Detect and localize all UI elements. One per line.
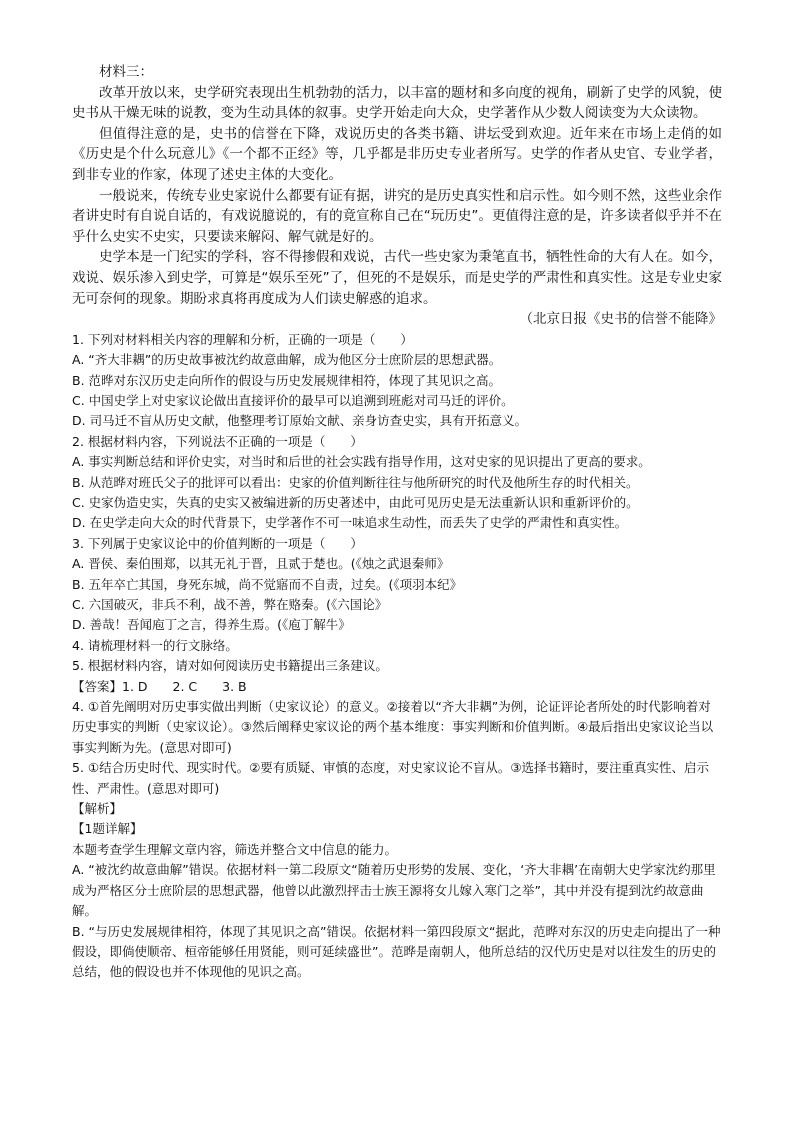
material-paragraph-2: 但值得注意的是，史书的信誉在下降，戏说历史的各类书籍、讲坛受到欢迎。近年来在市场上走俏的如《历史是个什么玩意儿》《一个都不正经》等，几乎都是非历史专业者所写。史学的作者从史官、专业学者，到非专业的作家，体现了述史主体的大变化。 bbox=[72, 125, 722, 183]
question-2-option-d: D. 在史学走向大众的时代背景下，史学著作不可一味追求生动性，而丢失了史学的严肃性和真实性。 bbox=[72, 515, 628, 531]
answer-4: 4. ①首先阐明对历史事实做出判断（史家议论）的意义。②接着以“齐大非耦”为例，论证评论者所处的时代影响着对历史事实的判断（史家议论）。③然后阐释史家议论的两个基本维度：事实判断和价值判断。④最后指出史家议论当以事实判断为先。(意思对即可) bbox=[72, 699, 714, 755]
question-2-option-a: A. 事实判断总结和评价史实，对当时和后世的社会实践有指导作用，这对史家的见识提出了更高的要求。 bbox=[72, 454, 651, 470]
question-3-option-a: A. 晋侯、秦伯围郑，以其无礼于晋，且贰于楚也。(《烛之武退秦师》 bbox=[72, 556, 450, 572]
material-label: 材料三： bbox=[99, 64, 153, 80]
material-source: （北京日报《史书的信誉不能降》 bbox=[519, 311, 722, 328]
question-1-option-d: D. 司马迁不盲从历史文献，他整理考订原始文献、亲身访查史实，具有开拓意义。 bbox=[72, 413, 528, 429]
analysis-option-b: B. “与历史发展规律相符，体现了其见识之高”错误。依据材料一第四段原文“据此，范晔对东汉的历史走向提出了一种假设，即倘使顺帝、桓帝能够任用贤能，则可延续盛世”。范晔是南朝人，他所总结的汉代历史是对以往发生的历史的总结，他的假设也并不体现他的见识之高。 bbox=[72, 923, 721, 980]
material-paragraph-4: 史学本是一门纪实的学科，容不得掺假和戏说，古代一些史家为秉笔直书，牺牲性命的大有人在。如今，戏说、娱乐渗入到史学，可算是“娱乐至死”了，但死的不是娱乐，而是史学的严肃性和真实性。这是专业史家无可奈何的现象。期盼求真将再度成为人们读史解惑的追求。 bbox=[72, 249, 722, 307]
answer-header: 【答案】1. D 2. C 3. B bbox=[72, 678, 247, 694]
material-paragraph-3: 一般说来，传统专业史家说什么都要有证有据，讲究的是历史真实性和启示性。如今则不然，这些业余作者讲史时有自说自话的，有戏说臆说的，有的竟宣称自己在“玩历史”。更值得注意的是，许多读者似乎并不在乎什么史实不史实，只要读来解闷、解气就是好的。 bbox=[72, 187, 722, 245]
question-1-option-a: A. “齐大非耦”的历史故事被沈约故意曲解，成为他区分士庶阶层的思想武器。 bbox=[72, 352, 502, 368]
question-3-option-c: C. 六国破灭，非兵不利，战不善，弊在赂秦。(《六国论》 bbox=[72, 597, 388, 612]
analysis-header: 【解析】 bbox=[72, 801, 123, 817]
question-2-option-b: B. 从范晔对班氏父子的批评可以看出：史家的价值判断往往与他所研究的时代及他所生存的时代相关。 bbox=[72, 474, 639, 490]
question-2-option-c: C. 史家伪造史实，失真的史实又被编进新的历史著述中，由此可见历史是无法重新认识和重新评价的。 bbox=[72, 494, 639, 510]
analysis-option-a: A. “被沈约故意曲解”错误。依据材料一第二段原文“随着历史形势的发展、变化，‘齐大非耦’在南朝大史学家沈约那里成为严格区分士庶阶层的思想武器，他曾以此激烈抨击士族王源将女儿嫁入寒门之举”，其中并没有提到沈约故意曲解。 bbox=[72, 862, 716, 919]
question-1-stem: 1. 下列对材料相关内容的理解和分析，正确的一项是（ ） bbox=[72, 331, 413, 347]
answer-5: 5. ①结合历史时代、现实时代。②要有质疑、审慎的态度，对史家议论不盲从。③选择书籍时，要注重真实性、启示性、严肃性。(意思对即可) bbox=[72, 760, 710, 796]
material-paragraph-1: 改革开放以来，史学研究表现出生机勃勃的活力，以丰富的题材和多向度的视角，刷新了史学的风貌，使史书从干燥无味的说教，变为生动具体的叙事。史学开始走向大众，史学著作从少数人阅读变为大众读物。 bbox=[72, 84, 722, 122]
question-3-stem: 3. 下列属于史家议论中的价值判断的一项是（ ） bbox=[72, 535, 363, 551]
analysis-intro: 本题考查学生理解文章内容，筛选并整合文中信息的能力。 bbox=[72, 841, 398, 857]
question-2-stem: 2. 根据材料内容，下列说法不正确的一项是（ ） bbox=[72, 433, 363, 449]
question-1-option-c: C. 中国史学上对史家议论做出直接评价的最早可以追溯到班彪对司马迁的评价。 bbox=[72, 392, 514, 408]
question-3-option-d: D. 善哉！吾闻庖丁之言，得养生焉。(《庖丁解牛》 bbox=[72, 617, 351, 633]
document-page bbox=[72, 62, 722, 983]
question-1-option-b: B. 范晔对东汉历史走向所作的假设与历史发展规律相符，体现了其见识之高。 bbox=[72, 372, 502, 388]
question-4-stem: 4. 请梳理材料一的行文脉络。 bbox=[72, 637, 238, 653]
analysis-subheader: 【1题详解】 bbox=[72, 821, 143, 837]
question-3-option-b: B. 五年卒亡其国，身死东城，尚不觉寤而不自责，过矣。(《项羽本纪》 bbox=[72, 576, 463, 592]
question-5-stem: 5. 根据材料内容，请对如何阅读历史书籍提出三条建议。 bbox=[72, 658, 388, 674]
